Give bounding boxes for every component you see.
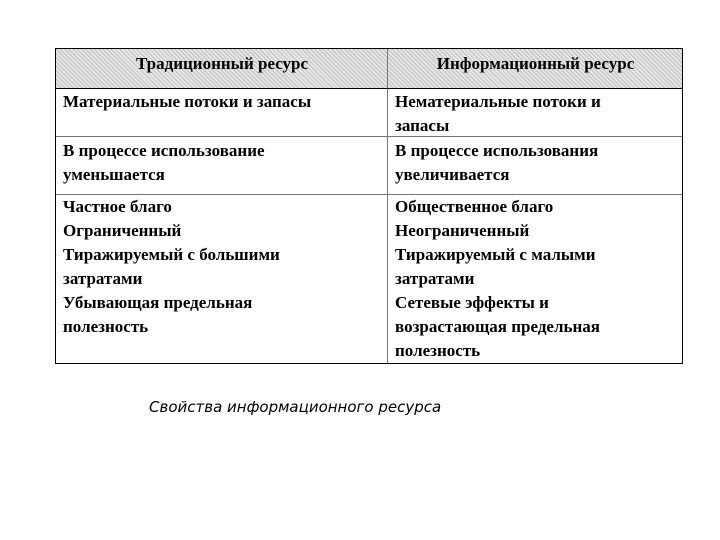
cell-line: Сетевые эффекты и (395, 293, 549, 312)
header-traditional-resource: Традиционный ресурс (56, 49, 388, 89)
cell-line: увеличивается (395, 165, 510, 184)
cell-line: Ограниченный (63, 221, 182, 240)
cell-line: В процессе использование (63, 141, 265, 160)
cell-line: возрастающая предельная (395, 317, 600, 336)
cell-line: уменьшается (63, 165, 165, 184)
cell-line: Неограниченный (395, 221, 530, 240)
cell-line: В процессе использования (395, 141, 599, 160)
comparison-table (55, 48, 683, 364)
row2-information-cell (388, 137, 682, 195)
row2-traditional-cell (56, 137, 388, 195)
cell-line: Убывающая предельная (63, 293, 253, 312)
header-information-resource: Информационный ресурс (388, 49, 682, 89)
cell-line: Материальные потоки и запасы (63, 92, 312, 111)
cell-line: полезность (395, 341, 481, 360)
cell-line: Нематериальные потоки и (395, 92, 601, 111)
row3-information-cell (388, 195, 682, 363)
row3-traditional-cell (56, 195, 388, 363)
row1-traditional-cell (56, 89, 388, 137)
cell-line: затратами (63, 269, 143, 288)
cell-line: Тиражируемый с большими (63, 245, 280, 264)
row1-information-cell (388, 89, 682, 137)
cell-line: Частное благо (63, 197, 172, 216)
cell-line: полезность (63, 317, 149, 336)
figure-caption: Свойства информационного ресурса (149, 398, 442, 416)
cell-line: запасы (395, 116, 450, 135)
cell-line: Тиражируемый с малыми (395, 245, 596, 264)
cell-line: затратами (395, 269, 475, 288)
cell-line: Общественное благо (395, 197, 554, 216)
